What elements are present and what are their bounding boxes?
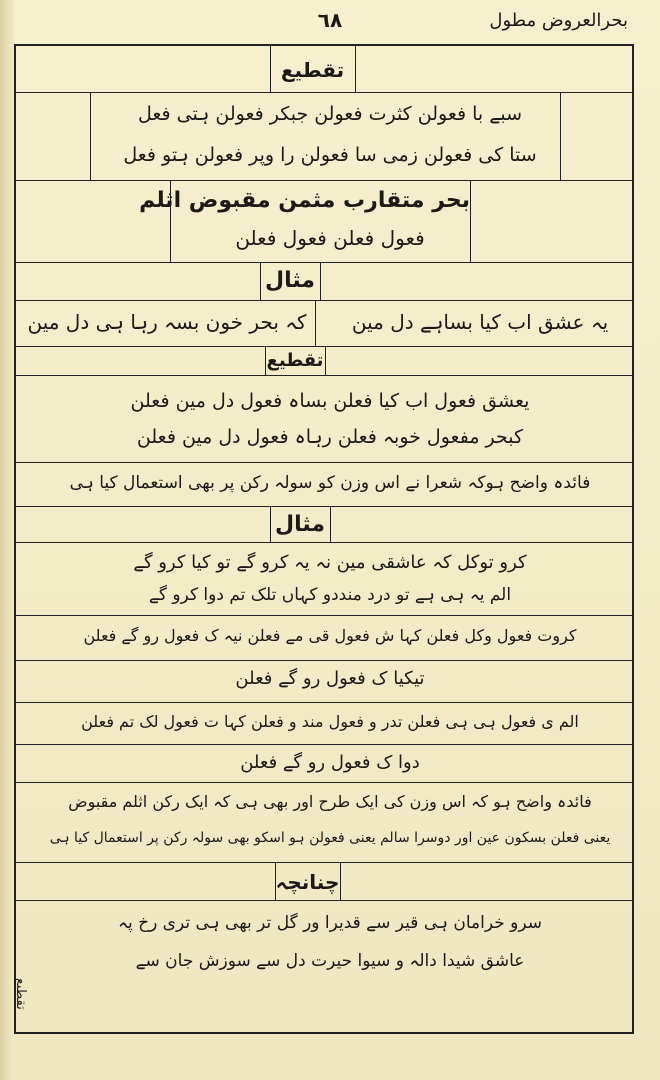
rule bbox=[14, 375, 634, 376]
running-header: بحرالعروض مطول bbox=[489, 10, 628, 31]
rule bbox=[14, 782, 634, 783]
heading-taqti: تقطیع bbox=[266, 350, 324, 371]
page-number: ٦٨ bbox=[317, 8, 343, 32]
verse-line: دوا ک فعول رو گے فعلن bbox=[240, 752, 420, 773]
rule bbox=[315, 300, 316, 346]
heading-chunancha: چنانچہ bbox=[275, 870, 340, 894]
verse-line: کبحر مفعول خوبہ فعلن رہاہ فعول دل مین فعلن bbox=[136, 426, 524, 448]
heading-taqti: تقطیع bbox=[280, 58, 345, 82]
rule bbox=[14, 180, 634, 181]
verse-line: تیکیا ک فعول رو گے فعلن bbox=[235, 668, 425, 689]
verse-line: الم ی فعول ہی ہی فعلن تدر و فعول مند و فعلن کہا ت فعول لک تم فعلن bbox=[81, 712, 579, 731]
rule bbox=[14, 862, 634, 863]
verse-line: فعول فعلن فعول فعلن bbox=[235, 226, 425, 250]
rule bbox=[14, 702, 634, 703]
rule bbox=[330, 506, 331, 542]
binding-gutter bbox=[0, 0, 14, 1080]
rule bbox=[14, 542, 634, 543]
rule bbox=[14, 660, 634, 661]
verse-line: یہ عشق اب کیا بساہے دل مین bbox=[351, 310, 609, 334]
verse-line: ستا کی فعولن زمی سا فعولن را وپر فعولن ہتو فعل bbox=[123, 144, 537, 166]
verse-line: یعشق فعول اب کیا فعلن بساہ فعول دل مین فعلن bbox=[130, 390, 530, 412]
verse-line: کرو توکل کہ عاشقی مین نہ یہ کرو گے تو کیا کرو گے bbox=[133, 552, 527, 573]
rule bbox=[355, 44, 356, 92]
margin-note: تقطیع bbox=[13, 978, 28, 1010]
heading-misal: مثال bbox=[275, 512, 325, 537]
verse-line: کہ بحر خون بسہ رہا ہی دل مین bbox=[27, 310, 307, 334]
verse-line: سبے با فعولن کثرت فعولن جبکر فعولن ہتی فعل bbox=[137, 103, 523, 125]
verse-line: عاشق شیدا دالہ و سیوا حیرت دل سے سوزش جان سے bbox=[135, 951, 525, 971]
note-line: فائدہ واضح ہوکہ شعرا نے اس وزن کو سولہ رکن پر بھی استعمال کیا ہی bbox=[69, 473, 591, 493]
rule bbox=[14, 744, 634, 745]
rule bbox=[14, 506, 634, 507]
rule bbox=[14, 462, 634, 463]
rule bbox=[14, 900, 634, 901]
rule bbox=[14, 346, 634, 347]
verse-line: الم یہ ہی ہے تو درد منددو کہاں تلک تم دوا کرو گے bbox=[148, 585, 512, 605]
rule bbox=[14, 262, 634, 263]
rule bbox=[325, 346, 326, 375]
rule bbox=[340, 862, 341, 900]
rule bbox=[14, 92, 634, 93]
heading-bahr: بحر متقارب مثمن مقبوض اثلم bbox=[139, 188, 470, 213]
verse-line: سرو خرامان ہی قیر سے قدیرا ور گل تر بھی ہی تری رخ پہ bbox=[118, 913, 542, 933]
rule bbox=[14, 300, 634, 301]
heading-misal: مثال bbox=[265, 268, 315, 293]
note-line: فائدہ واضح ہو کہ اس وزن کی ایک طرح اور بھی ہی کہ ایک رکن اثلم مقبوض bbox=[68, 792, 592, 811]
note-line: یعنی فعلن بسکون عین اور دوسرا سالم یعنی فعولن ہو اسکو بھی سولہ رکن پر استعمال کیا ہی bbox=[49, 830, 611, 846]
rule bbox=[320, 262, 321, 300]
rule bbox=[14, 615, 634, 616]
verse-line: کروت فعول وکل فعلن کہا ش فعول قی مے فعلن نیہ ک فعول رو گے فعلن bbox=[83, 626, 577, 645]
